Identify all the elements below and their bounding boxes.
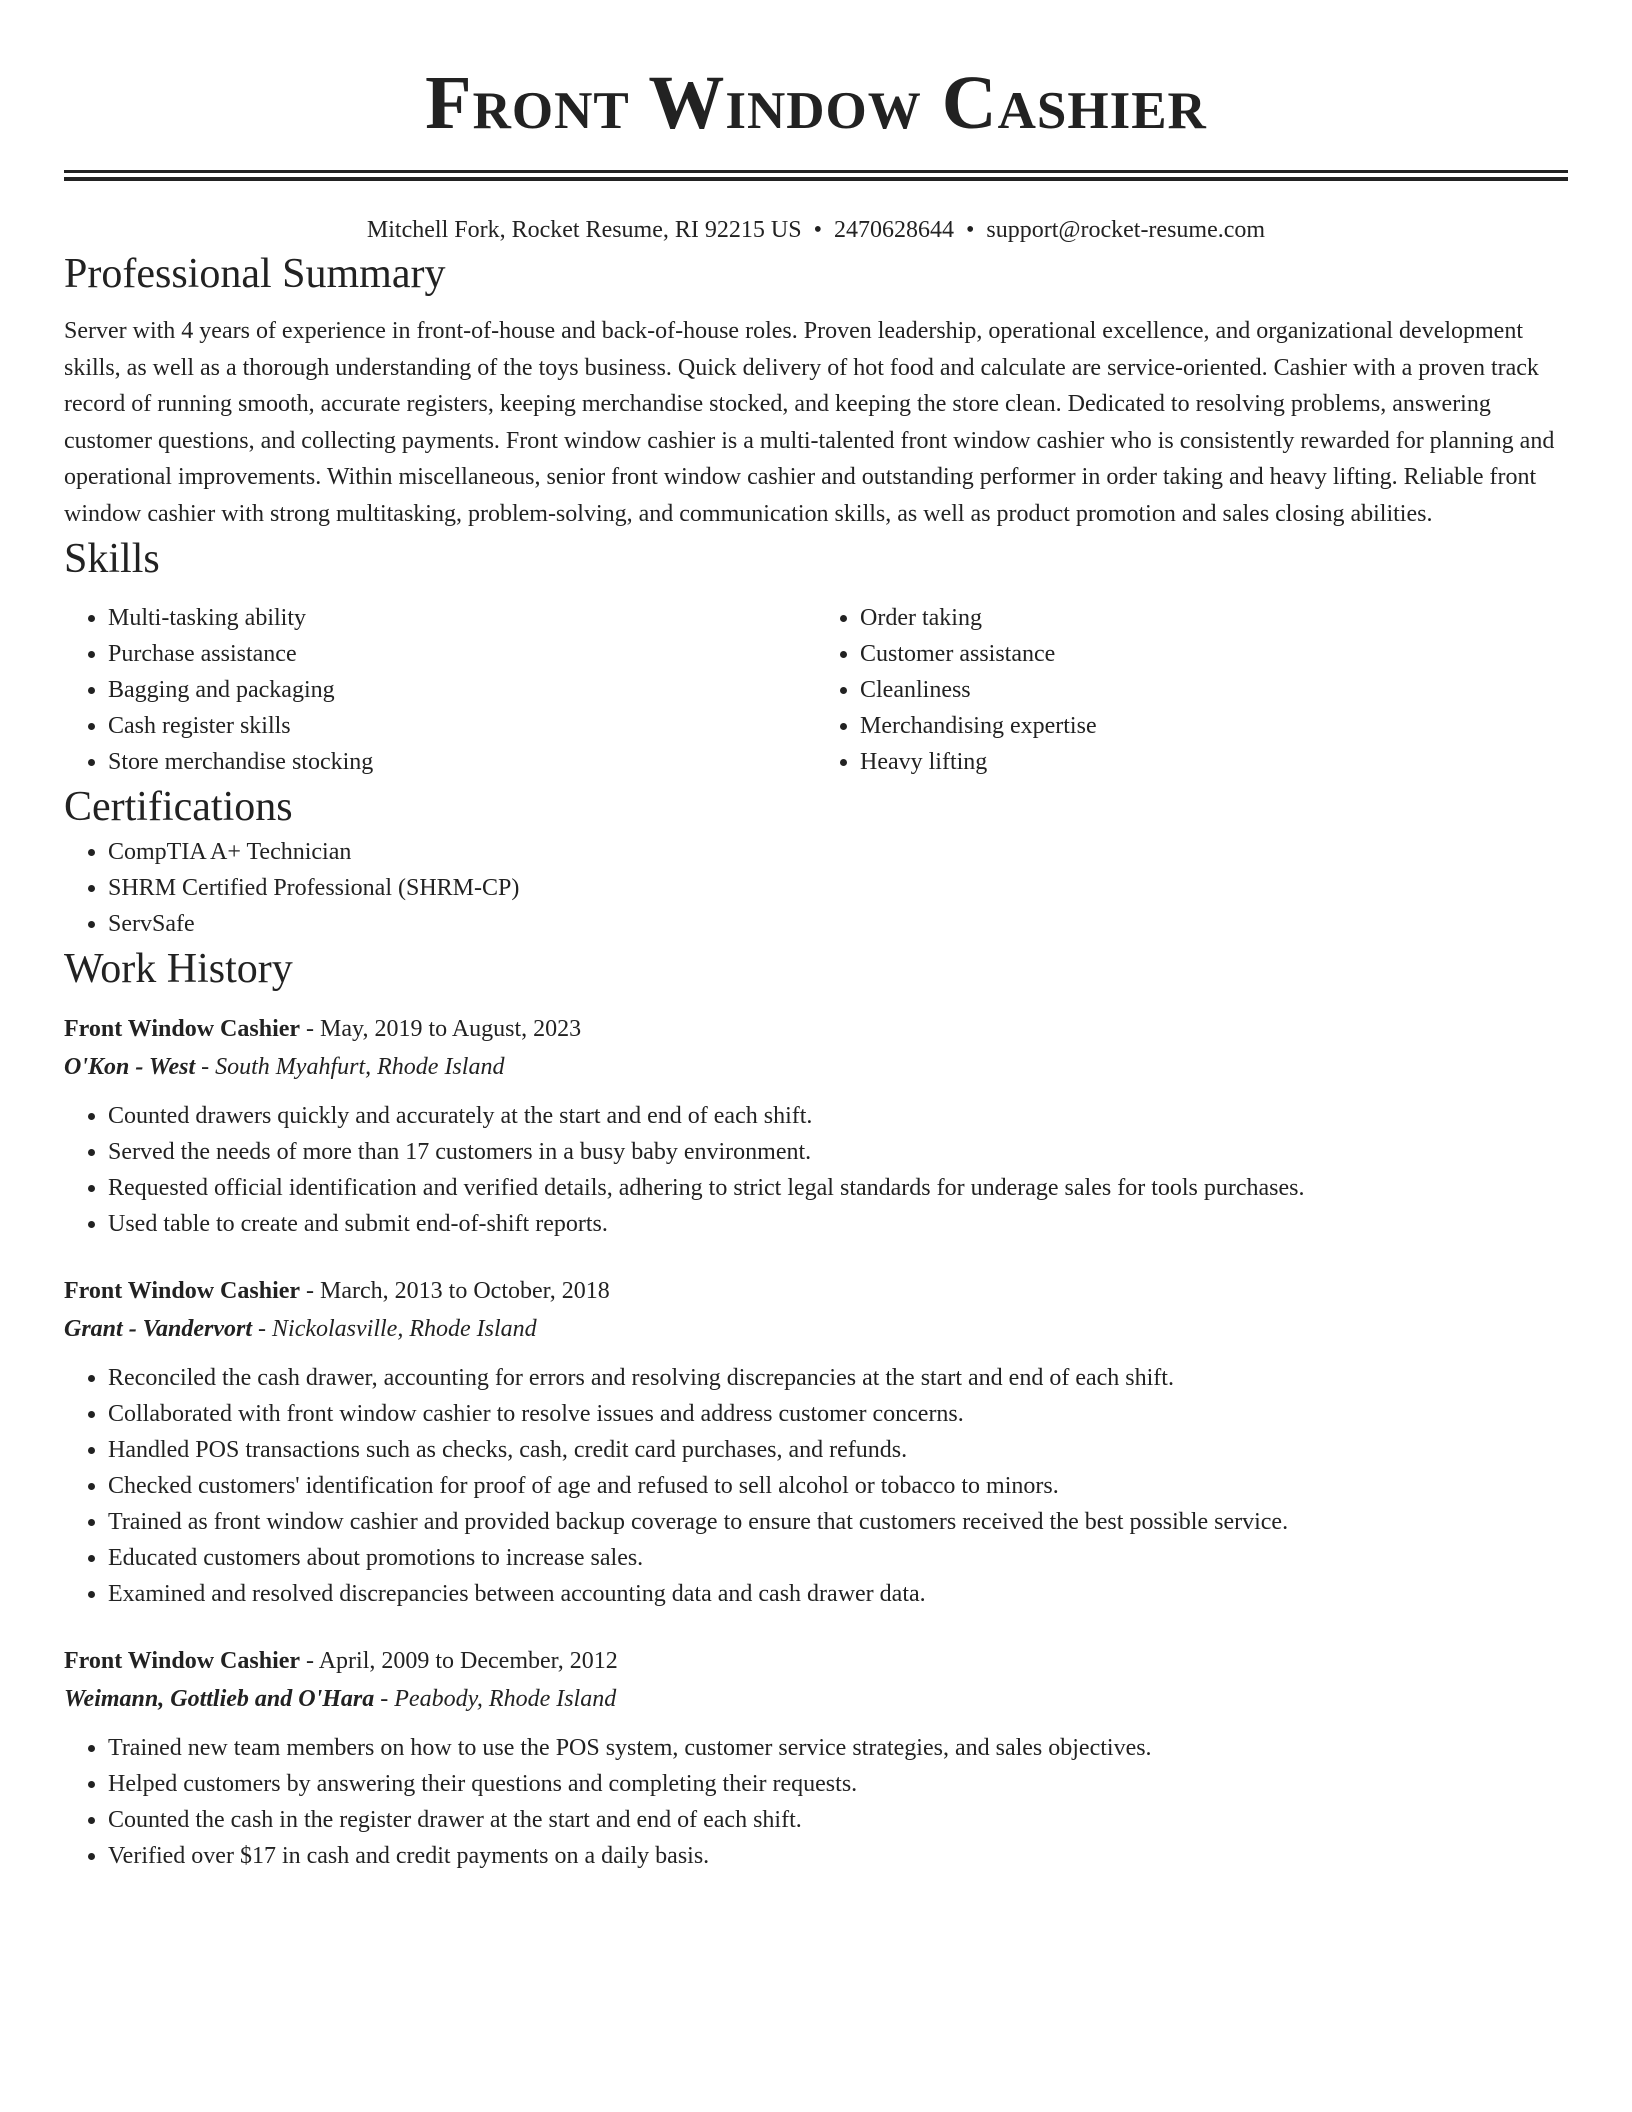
job-dates: May, 2019 to August, 2023: [320, 1016, 582, 1042]
job-duty: • Requested official identification and verified details, adhering to strict legal standards for underage sales for tools purchases.: [108, 1170, 1568, 1206]
job-title: Front Window Cashier: [64, 1016, 301, 1042]
job-dash: -: [300, 1648, 319, 1674]
job-dates: March, 2013 to October, 2018: [320, 1278, 610, 1304]
job-entry: [64, 1642, 1568, 1874]
skill-item: • Order taking: [860, 600, 1568, 636]
job-duty: • Checked customers' identification for proof of age and refused to sell alcohol or tobacco to minors.: [108, 1468, 1568, 1504]
job-title: Front Window Cashier: [64, 1648, 301, 1674]
job-dash: -: [195, 1054, 216, 1080]
job-dash: -: [300, 1278, 321, 1304]
job-company-line: [64, 1680, 1568, 1718]
job-duties-list: [64, 1360, 1568, 1612]
job-dash: -: [300, 1016, 321, 1042]
contact-line: [64, 213, 1568, 247]
skill-item: • Multi-tasking ability: [108, 600, 816, 636]
job-duty: • Reconciled the cash drawer, accounting for errors and resolving discrepancies at the start and end of each shift.: [108, 1360, 1568, 1396]
resume-name: Front Window Cashier: [425, 61, 1207, 145]
job-duty: • Counted the cash in the register drawer at the start and end of each shift.: [108, 1802, 1568, 1838]
job-duty: • Counted drawers quickly and accurately at the start and end of each shift.: [108, 1098, 1568, 1134]
job-title-line: [64, 1642, 1568, 1680]
summary-heading: Professional Summary: [64, 251, 446, 297]
skill-item: • Cleanliness: [860, 672, 1568, 708]
contact-phone: 2470628644: [833, 217, 954, 243]
job-dash: -: [374, 1686, 395, 1712]
job-duty: • Trained new team members on how to use the POS system, customer service strategies, and sales objectives.: [108, 1730, 1568, 1766]
job-company: Weimann, Gottlieb and O'Hara: [64, 1686, 375, 1712]
job-duties-list: [64, 1098, 1568, 1242]
job-duty: • Handled POS transactions such as checks, cash, credit card purchases, and refunds.: [108, 1432, 1568, 1468]
skill-item: • Customer assistance: [860, 636, 1568, 672]
job-duty: • Helped customers by answering their questions and completing their requests.: [108, 1766, 1568, 1802]
certifications-list: [64, 834, 1568, 942]
contact-address: Mitchell Fork, Rocket Resume, RI 92215 US: [366, 217, 802, 243]
contact-separator: •: [813, 217, 822, 243]
certification-item: • ServSafe: [108, 906, 1568, 942]
job-dash: -: [252, 1316, 273, 1342]
job-location: Peabody, Rhode Island: [394, 1686, 617, 1712]
summary-text: Server with 4 years of experience in front-of-house and back-of-house roles. Proven leadership, operational excellence, and organizational development skills, as well as a thorough understanding of the toys business. Quick delivery of hot food and calculate are service-oriented. Cashier with a proven track record of running smooth, accurate registers, keeping merchandise stocked, and keeping the store clean. Dedicated to resolving problems, answering customer questions, and collecting payments. Front window cashier is a multi-talented front window cashier who is consistently rewarded for planning and operational improvements. Within miscellaneous, senior front window cashier and outstanding performer in order taking and heavy lifting. Reliable front window cashier with strong multitasking, problem-solving, and communication skills, as well as product promotion and sales closing abilities.: [64, 318, 1555, 527]
contact-email: support@rocket-resume.com: [986, 217, 1266, 243]
job-title-line: [64, 1272, 1568, 1310]
job-duty: • Used table to create and submit end-of-shift reports.: [108, 1206, 1568, 1242]
skill-item: • Merchandising expertise: [860, 708, 1568, 744]
job-duty: • Examined and resolved discrepancies between accounting data and cash drawer data.: [108, 1576, 1568, 1612]
job-duties-list: [64, 1730, 1568, 1874]
skill-item: • Bagging and packaging: [108, 672, 816, 708]
job-title: Front Window Cashier: [64, 1278, 301, 1304]
job-company-line: [64, 1048, 1568, 1086]
job-entry: [64, 1010, 1568, 1242]
job-dates: April, 2009 to December, 2012: [318, 1648, 618, 1674]
job-location: Nickolasville, Rhode Island: [272, 1316, 537, 1342]
job-location: South Myahfurt, Rhode Island: [215, 1054, 505, 1080]
work-history-heading: Work History: [64, 946, 293, 992]
job-duty: • Verified over $17 in cash and credit payments on a daily basis.: [108, 1838, 1568, 1874]
certification-item: • CompTIA A+ Technician: [108, 834, 1568, 870]
skill-item: • Purchase assistance: [108, 636, 816, 672]
skill-item: • Store merchandise stocking: [108, 744, 816, 780]
job-title-line: [64, 1010, 1568, 1048]
job-company-line: [64, 1310, 1568, 1348]
skills-columns: [64, 600, 1568, 780]
header-double-rule: [64, 170, 1568, 181]
certifications-heading: Certifications: [64, 784, 293, 830]
job-duty: • Educated customers about promotions to increase sales.: [108, 1540, 1568, 1576]
job-company: O'Kon - West: [64, 1054, 196, 1080]
skills-list-left: [64, 600, 816, 780]
job-duty: • Collaborated with front window cashier to resolve issues and address customer concerns.: [108, 1396, 1568, 1432]
contact-separator: •: [965, 217, 975, 243]
resume-page: [64, 0, 1568, 1874]
skills-heading: Skills: [64, 536, 160, 582]
job-entry: [64, 1272, 1568, 1612]
job-duty: • Served the needs of more than 17 customers in a busy baby environment.: [108, 1134, 1568, 1170]
certification-item: • SHRM Certified Professional (SHRM-CP): [108, 870, 1568, 906]
skill-item: • Cash register skills: [108, 708, 816, 744]
skills-list-right: [816, 600, 1568, 780]
job-company: Grant - Vandervort: [64, 1316, 253, 1342]
skill-item: • Heavy lifting: [860, 744, 1568, 780]
job-duty: • Trained as front window cashier and provided backup coverage to ensure that customers received the best possible service.: [108, 1504, 1568, 1540]
